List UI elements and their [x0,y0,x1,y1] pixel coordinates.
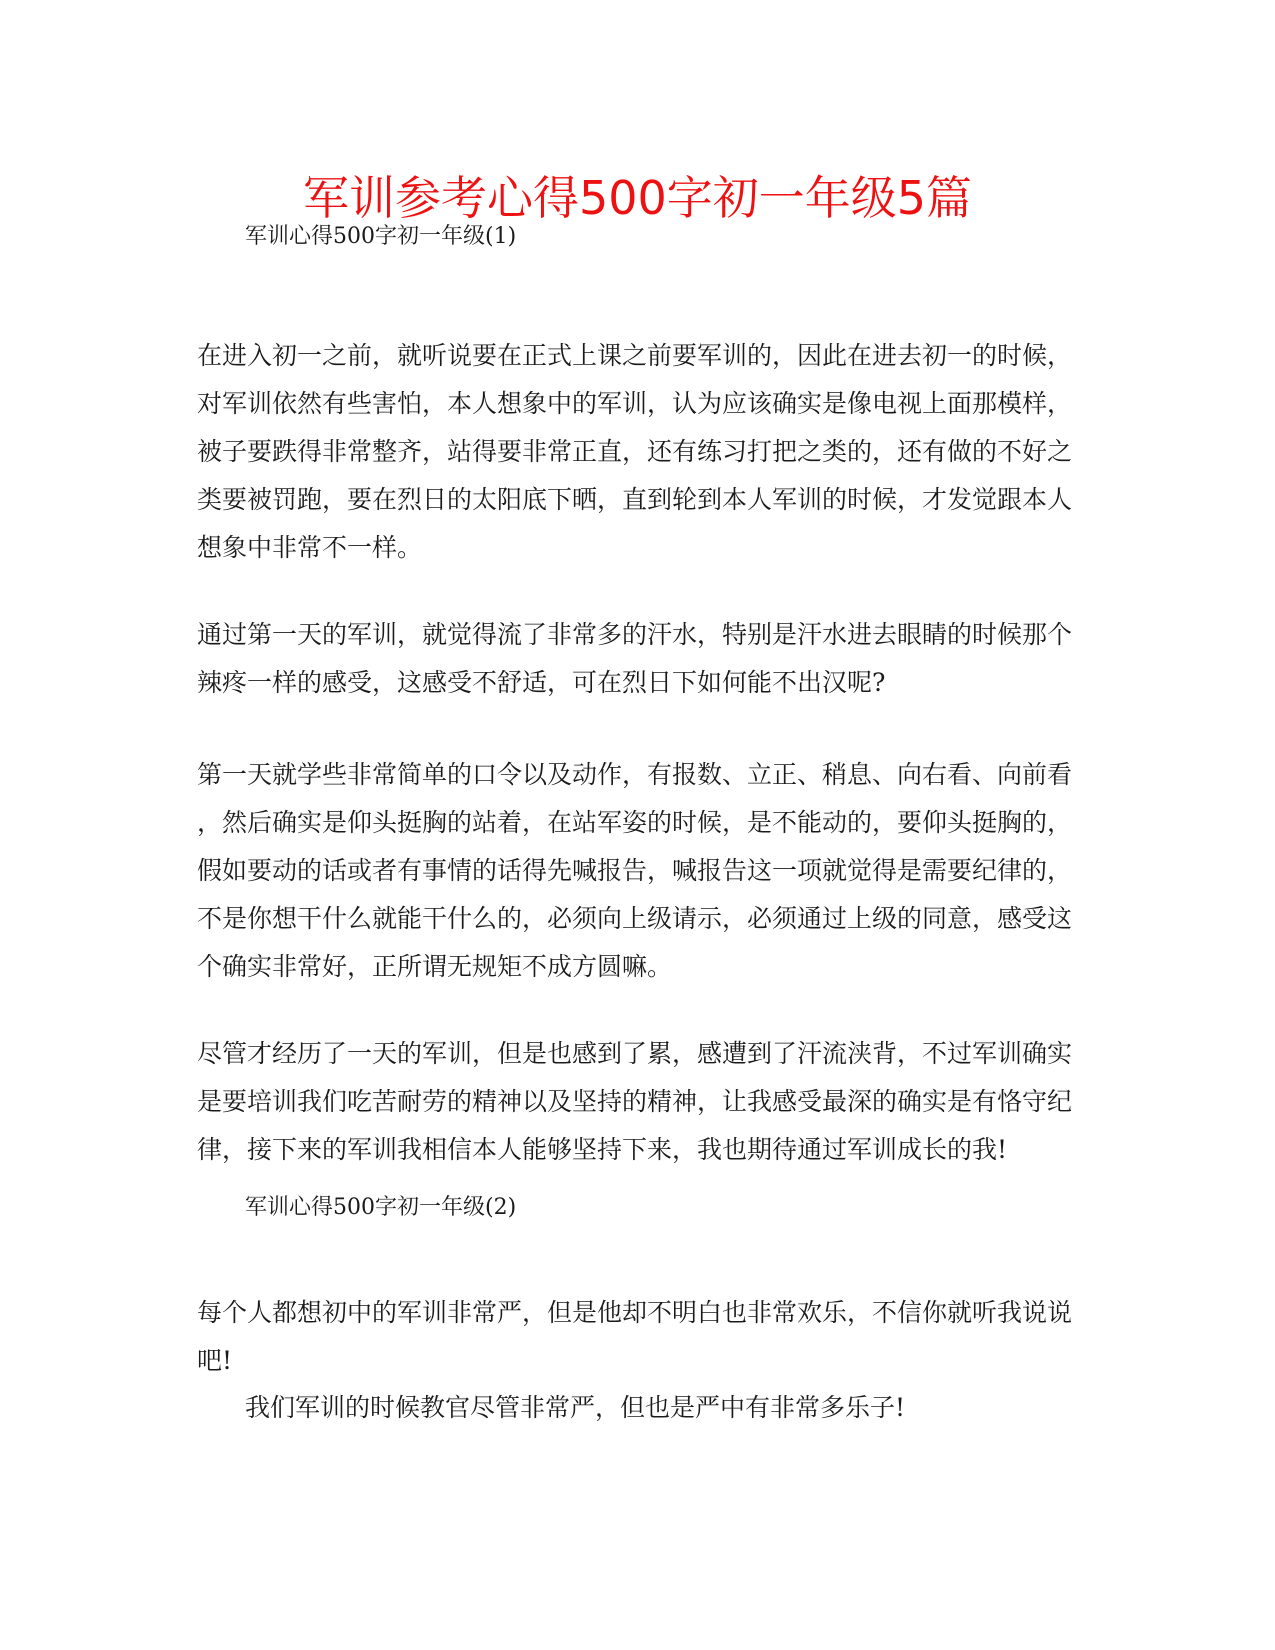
document-title: 军训参考心得500字初一年级5篇 [302,171,973,225]
paragraph-6: 我们军训的时候教官尽管非常严，但也是严中有非常多乐子! [245,1393,906,1422]
paragraph-4 [197,1030,1077,1174]
paragraph-1-line: 在进入初一之前，就听说要在正式上课之前要军训的，因此在进去初一的时候， [197,341,1073,370]
paragraph-1-line: 对军训依然有些害怕，本人想象中的军训，认为应该确实是像电视上面那模样， [197,389,1073,418]
paragraph-1 [197,332,1077,572]
paragraph-1-line: 想象中非常不一样。 [197,533,423,562]
paragraph-3-line: 第一天就学些非常简单的口令以及动作，有报数、立正、稍息、向右看、向前看 [197,760,1073,789]
paragraph-3 [197,751,1077,991]
paragraph-2 [197,611,1077,707]
section-2-heading: 军训心得500字初一年级(2) [245,1195,517,1220]
paragraph-4-line: 是要培训我们吃苦耐劳的精神以及坚持的精神，让我感受最深的确实是有恪守纪 [197,1087,1073,1116]
paragraph-1-line: 类要被罚跑，要在烈日的太阳底下晒，直到轮到本人军训的时候，才发觉跟本人 [197,485,1073,514]
paragraph-3-line: 个确实非常好，正所谓无规矩不成方圆嘛。 [197,952,673,981]
paragraph-3-line: ，然后确实是仰头挺胸的站着，在站军姿的时候，是不能动的，要仰头挺胸的， [197,808,1073,837]
paragraph-1-line: 被子要跌得非常整齐，站得要非常正直，还有练习打把之类的，还有做的不好之 [197,437,1073,466]
paragraph-5-line: 吧! [197,1346,233,1375]
paragraph-5-line: 每个人都想初中的军训非常严，但是他却不明白也非常欢乐，不信你就听我说说 [197,1298,1073,1327]
paragraph-3-line: 假如要动的话或者有事情的话得先喊报告，喊报告这一项就觉得是需要纪律的， [197,856,1073,885]
paragraph-4-line: 尽管才经历了一天的军训，但是也感到了累，感遭到了汗流浃背，不过军训确实 [197,1039,1073,1068]
paragraph-5 [197,1289,1077,1385]
paragraph-2-line: 辣疼一样的感受，这感受不舒适，可在烈日下如何能不出汉呢? [197,668,886,697]
paragraph-2-line: 通过第一天的军训，就觉得流了非常多的汗水，特别是汗水进去眼睛的时候那个 [197,620,1073,649]
paragraph-3-line: 不是你想干什么就能干什么的，必须向上级请示，必须通过上级的同意，感受这 [197,904,1073,933]
section-1-heading: 军训心得500字初一年级(1) [245,224,517,249]
paragraph-4-line: 律，接下来的军训我相信本人能够坚持下来，我也期待通过军训成长的我! [197,1135,1008,1164]
